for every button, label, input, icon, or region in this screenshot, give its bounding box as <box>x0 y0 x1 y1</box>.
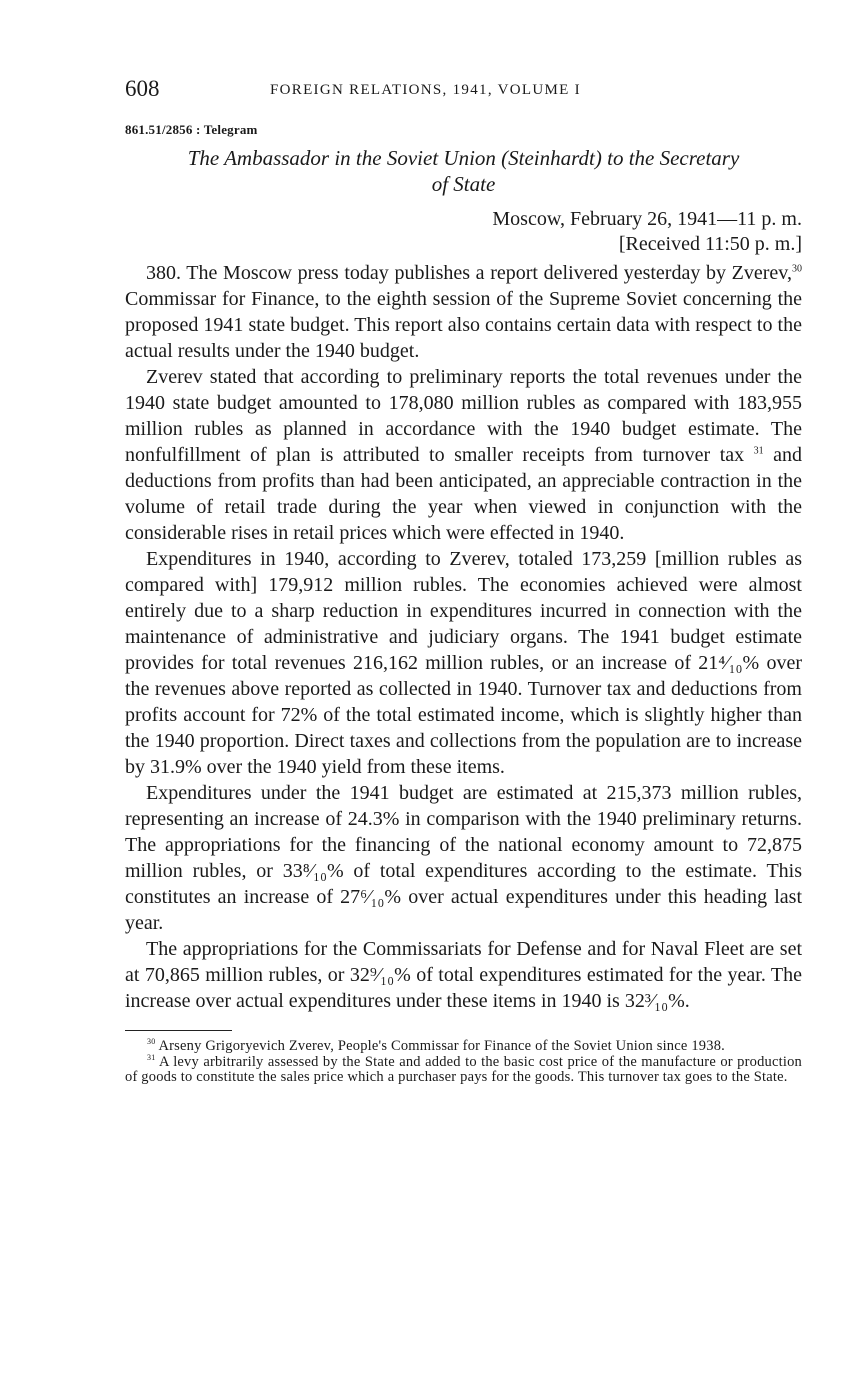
document-page <box>125 76 802 1086</box>
paragraph-1 <box>125 260 802 364</box>
page-number: 608 <box>125 76 160 101</box>
footnotes <box>125 1039 802 1086</box>
paragraph-2 <box>125 364 802 546</box>
footnote-31-text: A levy arbitrarily assessed by the State and added to the basic cost price of the manufacture or production of goods to constitute the sales price which a purchaser pays for the goods. This turnover tax goes to the State. <box>125 1053 802 1085</box>
dateline: Moscow, February 26, 1941—11 p. m. <box>492 208 802 230</box>
running-head <box>125 76 802 108</box>
footnote-31-mark: 31 <box>147 1052 156 1062</box>
footnote-30-mark: 30 <box>147 1037 156 1047</box>
footnote-30 <box>125 1039 802 1055</box>
footnote-31 <box>125 1052 802 1086</box>
paragraph-5: The appropriations for the Commissariats for Defense and for Naval Fleet are set at 70,865 million rubles, or 32⁹⁄₁₀% of total expenditures estimated for the year. The increase over actual expenditures under these items in 1940 is 32³⁄₁₀%. <box>125 938 802 1012</box>
document-title-line-1: The Ambassador in the Soviet Union (Steinhardt) to the Secretary <box>187 146 740 170</box>
received-time: [Received 11:50 p. m.] <box>618 233 802 255</box>
running-title: FOREIGN RELATIONS, 1941, VOLUME I <box>270 82 581 98</box>
paragraph-4: Expenditures under the 1941 budget are estimated at 215,373 million rubles, representing an increase of 24.3% in comparison with the 1940 preliminary returns. The appropriations for the financing of the national economy amount to 72,875 million rubles, or 33⁸⁄₁₀% of total expenditures according to the estimate. This constitutes an increase of 27⁶⁄₁₀% over actual expenditures under this heading last year. <box>125 782 802 934</box>
document-title <box>125 145 802 197</box>
paragraph-2-text-b: and deductions from profits than had been anticipated, an appreciable contraction in the volume of retail trade during the year when viewed in conjunction with the considerable rises in retail prices which were effected in 1940. <box>125 444 802 544</box>
file-reference: 861.51/2856 : Telegram <box>125 122 258 137</box>
footnote-ref-30[interactable]: 30 <box>792 263 802 275</box>
telegram-body <box>125 260 802 1014</box>
paragraph-2-text-a: Zverev stated that according to preliminary reports the total revenues under the 1940 state budget amounted to 178,080 million rubles as compared with 183,955 million rubles as planned in accordance with the 1940 budget estimate. The nonfulfillment of plan is attributed to smaller receipts from turnover tax <box>125 366 802 466</box>
document-title-line-2: of State <box>431 172 496 196</box>
paragraph-3: Expenditures in 1940, according to Zverev, totaled 173,259 [million rubles as compared with] 179,912 million rubles. The economies achieved were almost entirely due to a sharp reduction in expenditures incurred in connection with the maintenance of administrative and judiciary organs. The 1941 budget estimate provides for total revenues 216,162 million rubles, or an increase of 21⁴⁄₁₀% over the revenues above reported as collected in 1940. Turnover tax and deductions from profits account for 72% of the total estimated income, which is slightly higher than the 1940 proportion. Direct taxes and collections from the population are to increase by 31.9% over the 1940 yield from these items. <box>125 548 802 778</box>
dateline-block <box>125 207 802 257</box>
paragraph-1-text-a: 380. The Moscow press today publishes a report delivered yesterday by Zverev, <box>146 262 792 284</box>
footnote-ref-31[interactable]: 31 <box>753 445 764 457</box>
footnote-divider <box>125 1030 232 1031</box>
paragraph-1-text-b: Commissar for Finance, to the eighth session of the Supreme Soviet concerning the proposed 1941 state budget. This report also contains certain data with respect to the actual results under the 1940 budget. <box>125 288 802 362</box>
footnote-30-text: Arseny Grigoryevich Zverev, People's Commissar for Finance of the Soviet Union since 1938. <box>158 1038 725 1054</box>
